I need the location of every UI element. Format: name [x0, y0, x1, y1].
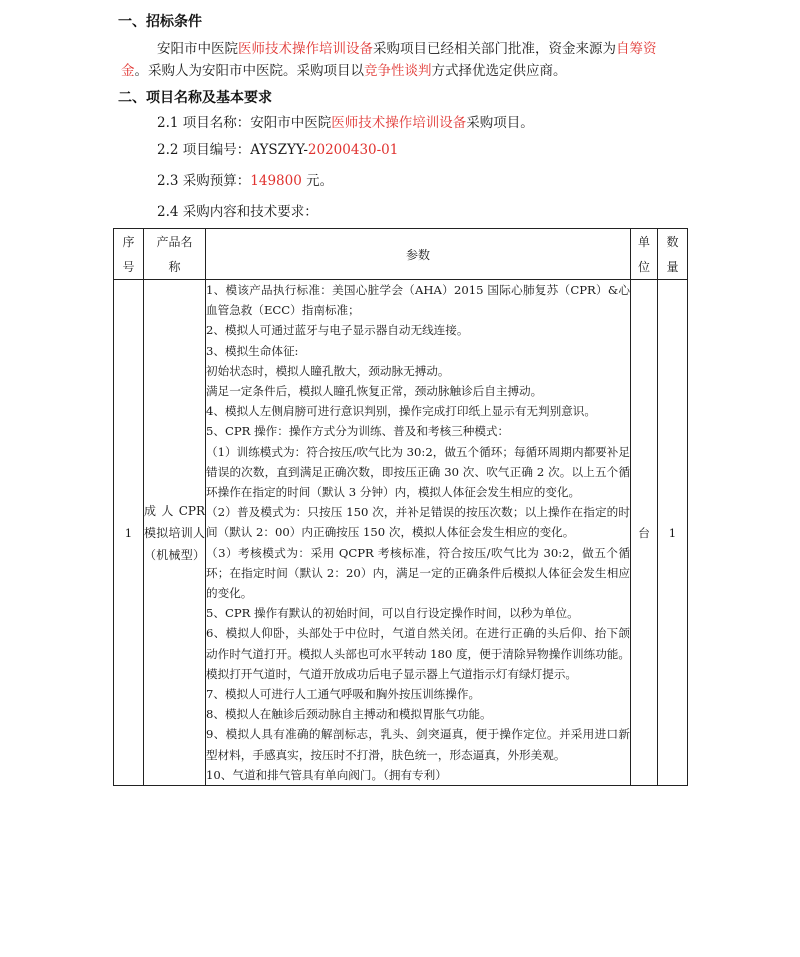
fund-source-highlight: 金 [121, 63, 135, 79]
cell-seq: 1 [114, 280, 144, 786]
text: 2.2 项目编号：AYSZYY- [157, 142, 308, 158]
product-name-text: 成人CPR模拟培训人（机械型） [144, 503, 205, 562]
text: 。采购人为安阳市中医院。采购项目以 [134, 63, 364, 79]
section-heading-1: 一、招标条件 [118, 14, 202, 30]
project-name-highlight: 医师技术操作培训设备 [331, 115, 467, 131]
text: 元。 [301, 173, 334, 189]
param-item: （3）考核模式为：采用 QCPR 考核标准，符合按压/吹气比为 30:2，做五个循环；在指定时间（默认 2：20）内，满足一定的正确条件后模拟人体征会发生相应的变化。 [206, 545, 630, 601]
header-unit [631, 229, 658, 280]
budget-highlight: 149800 [250, 173, 302, 189]
text: 序 [122, 235, 135, 249]
param-item: 7、模拟人可进行人工通气呼吸和胸外按压训练操作。 [206, 687, 481, 702]
text: 2.3 采购预算： [157, 173, 251, 189]
param-item: （1）训练模式为：符合按压/吹气比为 30:2，做五个循环；每循环周期内都要补足错误的次数，直到满足正确次数，即按压正确 30 次、吹气正确 2 次。以上五个循环操作在指定的时间（默认 3 分钟）内，模拟人体征会发生相应的变化。 [206, 444, 630, 500]
project-number-highlight: 20200430-01 [307, 142, 399, 158]
param-item: 6、模拟人仰卧，头部处于中位时，气道自然关闭。在进行正确的头后仰、抬下颌动作时气道打开。模拟人头部也可水平转动 180 度，便于清除异物操作训练功能。模拟打开气道时，气道开放成功后电子显示器上气道指示灯有绿灯提示。 [206, 626, 630, 681]
text: 采购项目。 [466, 115, 534, 131]
cell-params [206, 280, 631, 786]
header-params [206, 229, 631, 280]
table-row [114, 280, 688, 786]
text: 单 [637, 235, 650, 249]
text: 数 [666, 235, 679, 249]
item-2-2 [157, 139, 398, 161]
project-name-highlight: 医师技术操作培训设备 [238, 41, 373, 57]
header-qty [658, 229, 688, 280]
procurement-spec-table [113, 228, 688, 786]
procurement-method-highlight: 竞争性谈判 [364, 63, 432, 79]
cell-product-name [144, 280, 206, 786]
param-item: 1、模该产品执行标准：美国心脏学会（AHA）2015 国际心肺复苏（CPR）&心血管急救（ECC）指南标准； [206, 283, 630, 318]
param-item: 8、模拟人在触诊后颈动脉自主搏动和模拟胃胀气功能。 [206, 707, 492, 722]
cell-unit: 台 [631, 280, 658, 786]
text: 2.1 项目名称：安阳市中医院 [157, 115, 332, 131]
text: 位 [637, 260, 650, 274]
param-list [206, 280, 630, 785]
param-item: 满足一定条件后，模拟人瞳孔恢复正常，颈动脉触诊后自主搏动。 [206, 384, 543, 399]
item-2-4: 2.4 采购内容和技术要求： [157, 204, 318, 220]
param-item: 9、模拟人具有准确的解剖标志，乳头、剑突逼真，便于操作定位。并采用进口新型材料，手感真实，按压时不打滑，肤色统一，形态逼真，外形美观。 [206, 727, 630, 762]
param-item: 3、模拟生命体征: [206, 343, 299, 358]
param-item: 5、CPR 操作有默认的初始时间，可以自行设定操作时间，以秒为单位。 [206, 606, 579, 621]
param-item: 初始状态时，模拟人瞳孔散大，颈动脉无搏动。 [206, 363, 450, 378]
text: 参数 [405, 247, 430, 262]
param-item: 5、CPR 操作：操作方式分为训练、普及和考核三种模式： [206, 424, 510, 439]
text: 号 [122, 260, 135, 274]
text: 称 [168, 260, 181, 274]
section1-paragraph-line1 [157, 38, 657, 60]
item-2-1 [157, 112, 534, 134]
header-product-name [144, 229, 206, 280]
item-2-3 [157, 170, 333, 192]
param-item: 10、气道和排气管具有单向阀门。（拥有专利） [206, 767, 447, 782]
text: 方式择优选定供应商。 [431, 63, 567, 79]
text: 产品名 [156, 235, 193, 249]
section1-paragraph-line2 [121, 60, 567, 82]
section-heading-2: 二、项目名称及基本要求 [118, 90, 272, 106]
text: 量 [666, 260, 679, 274]
header-seq [114, 229, 144, 280]
table-header-row [114, 229, 688, 280]
fund-source-highlight: 自筹资 [616, 41, 657, 57]
param-item: （2）普及模式为：只按压 150 次，并补足错误的按压次数；以上操作在指定的时间（默认 2：00）内正确按压 150 次，模拟人体征会发生相应的变化。 [206, 505, 630, 540]
cell-qty: 1 [658, 280, 688, 786]
param-item: 4、模拟人左侧肩膀可进行意识判别，操作完成打印纸上显示有无判别意识。 [206, 404, 596, 419]
text: 安阳市中医院 [157, 41, 238, 57]
text: 采购项目已经相关部门批准，资金来源为 [373, 41, 616, 57]
param-item: 2、模拟人可通过蓝牙与电子显示器自动无线连接。 [206, 323, 469, 338]
